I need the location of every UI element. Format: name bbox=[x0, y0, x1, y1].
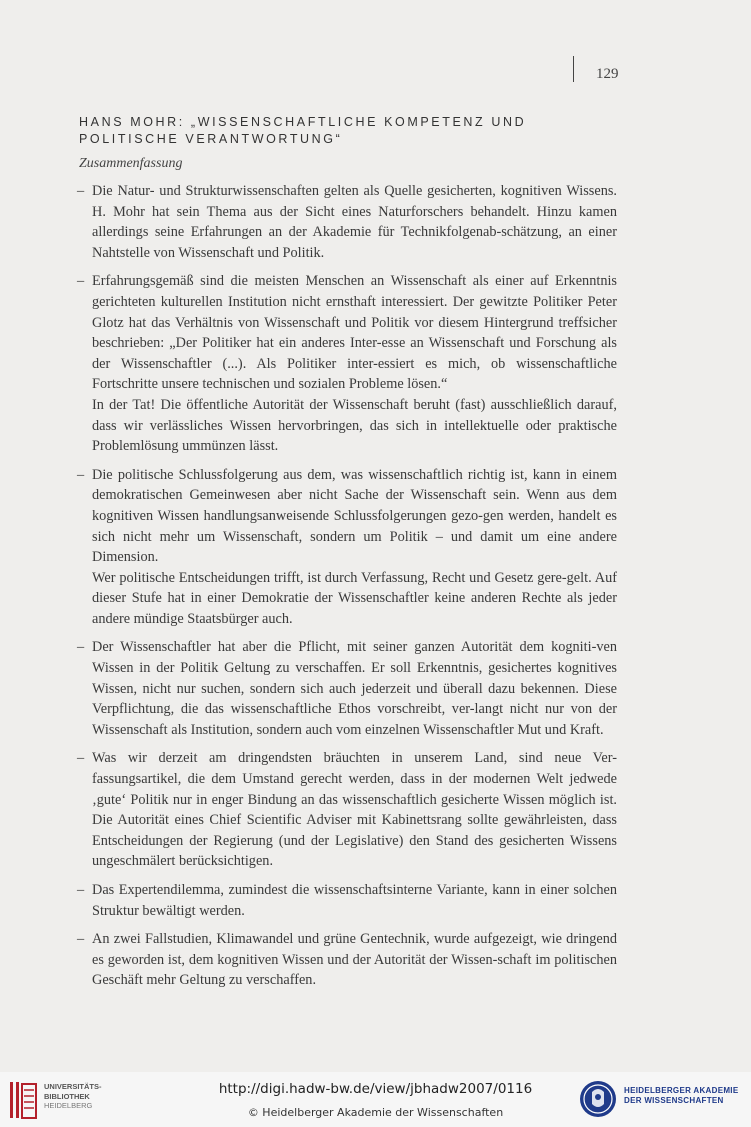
list-dash: – bbox=[77, 931, 85, 948]
list-dash: – bbox=[77, 466, 85, 483]
permalink-url[interactable]: http://digi.hadw-bw.de/view/jbhadw2007/0116 bbox=[218, 1081, 533, 1097]
summary-item bbox=[79, 465, 617, 630]
summary-item bbox=[79, 271, 617, 456]
copyright-notice: © Heidelberger Akademie der Wissenschaften bbox=[247, 1106, 504, 1119]
page-number-rule bbox=[573, 56, 574, 82]
summary-item bbox=[79, 880, 617, 921]
university-library-line-2: BIBLIOTHEK bbox=[44, 1091, 90, 1101]
list-dash: – bbox=[77, 183, 85, 199]
academy-name-line-1: HEIDELBERGER AKADEMIE bbox=[624, 1086, 739, 1095]
university-library-line-3: HEIDELBERG bbox=[44, 1101, 93, 1110]
list-dash: – bbox=[77, 750, 85, 767]
footer-bar bbox=[0, 1072, 751, 1127]
university-library-line-1: UNIVERSITÄTS- bbox=[44, 1082, 102, 1091]
chapter-heading bbox=[79, 114, 639, 148]
chapter-heading-line-2: POLITISCHE VERANTWORTUNG“ bbox=[79, 132, 343, 146]
list-dash: – bbox=[77, 273, 85, 290]
summary-item-continuation: In der Tat! Die öffentliche Autorität der Wissenschaft beruht (fast) ausschließlich darauf, dass wir verlässliches Wissen hervorbringen, das sich in intellektuelle oder praktische Problemlösung ummünzen lässt. bbox=[92, 396, 617, 455]
chapter-heading-line-1: HANS MOHR: „WISSENSCHAFTLICHE KOMPETENZ UND bbox=[79, 115, 527, 129]
summary-item-continuation: Wer politische Entscheidungen trifft, ist durch Verfassung, Recht und Gesetz gere-gelt. Auf dieser Stufe hat in einer Demokratie der Wissenschaftler keine anderen Rechte als jeder andere mündige Staatsbürger auch. bbox=[92, 569, 617, 627]
summary-item-text: Der Wissenschaftler hat aber die Pflicht, mit seiner ganzen Autorität dem kogniti-ven Wissen in der Politik Geltung zu verschaffen. Er soll Erkenntnis, gesichertes kognitives Wissen, nicht nur suchen, sondern sich auch jederzeit und überall dazu bekennen. Diese Verpflichtung, die das wissenschaftliche Ethos vorschreibt, ver-langt nicht nur von der Wissenschaft als Institution, sondern auch vom einzelnen Wissenschaftler Mut und Kraft. bbox=[92, 639, 617, 738]
summary-item-text: Die politische Schlussfolgerung aus dem, was wissenschaftlich richtig ist, kann in einem demokratischen Gemeinwesen aber nicht Sache der Wissenschaft sein. Wenn aus dem kognitiven Wissen handlungsanweisende Schlussfolgerungen gezo-gen werden, handelt es sich nicht mehr um Wissenschaft, sondern um Politik – und damit um eine andere Dimension. bbox=[92, 466, 617, 566]
list-dash: – bbox=[77, 882, 85, 898]
summary-item-text: Das Expertendilemma, zumindest die wissenschaftsinterne Variante, kann in einer solchen Struktur bewältigt werden. bbox=[92, 882, 617, 919]
summary-item bbox=[79, 748, 617, 872]
summary-item bbox=[79, 637, 617, 740]
summary-list bbox=[79, 181, 617, 999]
academy-name bbox=[624, 1086, 738, 1106]
summary-item-text: Erfahrungsgemäß sind die meisten Menschen an Wissenschaft als einer auf Erkenntnis gerichteten kulturellen Institution nicht ernsthaft interessiert. Der gewitzte Politiker Peter Glotz hat das Verhältnis von Wissenschaft und Politik vor diesem Hintergrund treffsicher beschrieben: „Der Politiker hat ein anderes Inter-esse an Wissenschaft und Forschung als der Wissenschaftler (...). Als Politiker inter-essiert es mich, ob wissenschaftliche Fortschritte unsere technischen und sozialen Probleme lösen.“ bbox=[92, 273, 617, 393]
summary-item-text: An zwei Fallstudien, Klimawandel und grüne Gentechnik, wurde aufgezeigt, wie dringend es geworden ist, dem kognitiven Wissen und der Autorität der Wissen-schaft im politischen Geschäft mehr Geltung zu verschaffen. bbox=[92, 931, 617, 989]
academy-name-line-2: DER WISSENSCHAFTEN bbox=[624, 1096, 724, 1105]
summary-item bbox=[79, 929, 617, 991]
summary-item-text: Die Natur- und Strukturwissenschaften gelten als Quelle gesicherten, kognitiven Wissens. H. Mohr hat sein Thema aus der Sicht eines Naturforschers behandelt. Hinzu kamen allerdings seine Erfahrungen an der Akademie für Technikfolgenab-schätzung, an einer Nahtstelle von Wissenschaft und Politik. bbox=[92, 183, 617, 261]
summary-item-text: Was wir derzeit am dringendsten bräuchten in unserem Land, sind neue Ver-fassungsartikel, die dem Umstand gerecht werden, dass in der modernen Welt jedwede ‚gute‘ Politik nur in enger Bindung an das wissenschaftlich gesicherte Wissen möglich ist. Die Autorität eines Chief Scientific Adviser mit Kabinettsrang sollte gewährleisten, dass Entscheidungen der Regierung (und der Legislative) den Stand des gesicherten Wissens ungeschmälert berücksichtigen. bbox=[92, 750, 617, 870]
page-number: 129 bbox=[596, 66, 619, 82]
section-subheading: Zusammenfassung bbox=[79, 156, 183, 171]
academy-seal-icon bbox=[578, 1078, 618, 1120]
summary-item bbox=[79, 181, 617, 263]
list-dash: – bbox=[77, 639, 85, 656]
